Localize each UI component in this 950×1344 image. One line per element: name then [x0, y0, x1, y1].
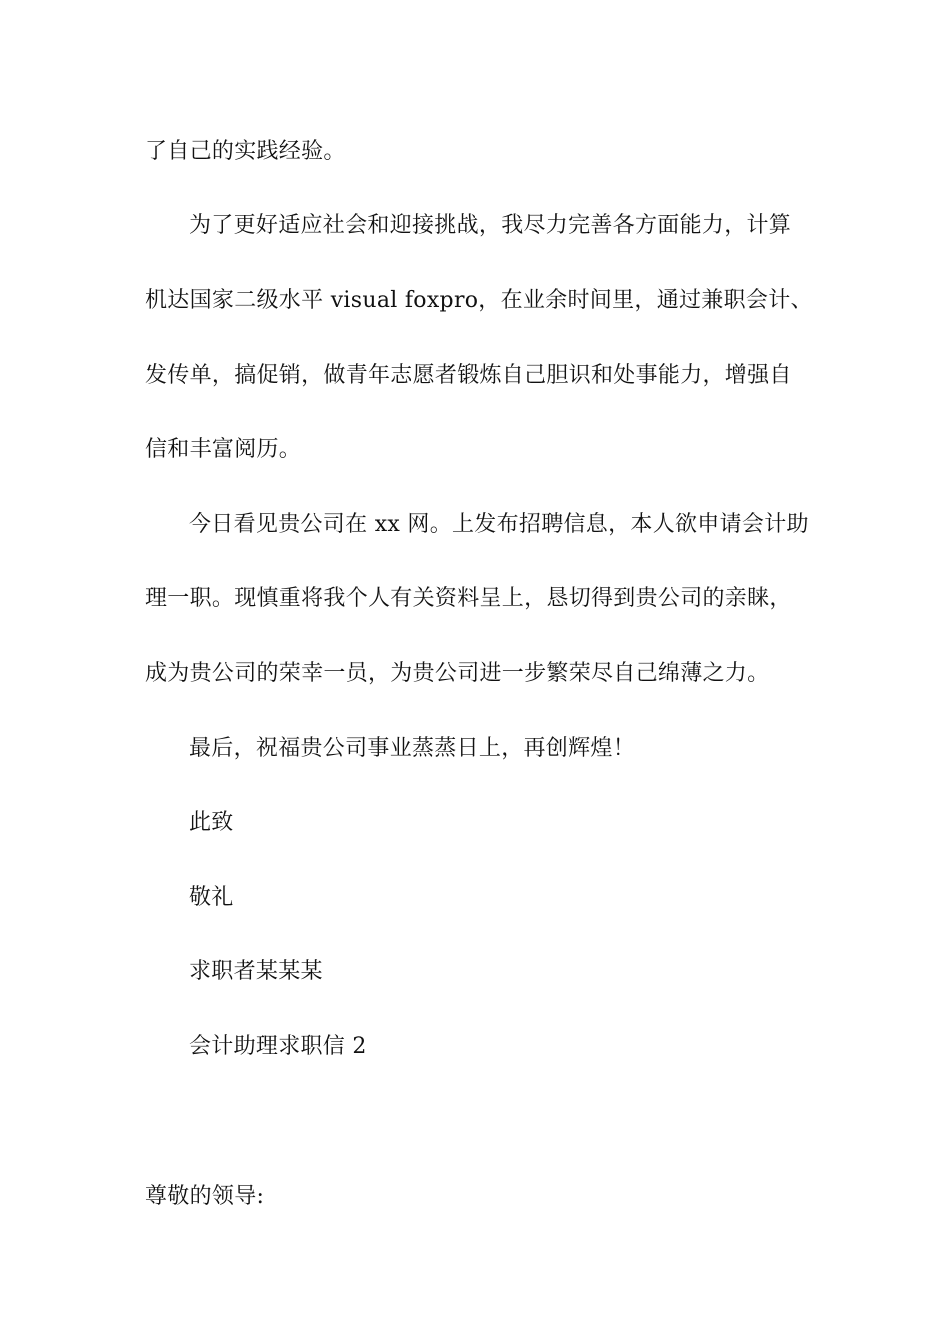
paragraph-line: 机达国家二级水平 visual foxpro，在业余时间里，通过兼职会计、	[145, 288, 813, 313]
salutation-regards: 敬礼	[189, 885, 234, 910]
paragraph-line: 为了更好适应社会和迎接挑战，我尽力完善各方面能力，计算	[189, 213, 792, 238]
paragraph-line: 今日看见贵公司在 xx 网。上发布招聘信息，本人欲申请会计助	[189, 512, 809, 537]
signature-line: 求职者某某某	[189, 959, 323, 984]
paragraph-line: 发传单，搞促销，做青年志愿者锻炼自己胆识和处事能力，增强自	[145, 363, 792, 388]
letter-greeting: 尊敬的领导:	[145, 1184, 265, 1209]
closing-wish: 最后，祝福贵公司事业蒸蒸日上，再创辉煌！	[189, 736, 636, 761]
paragraph-line: 成为贵公司的荣幸一员，为贵公司进一步繁荣尽自己绵薄之力。	[145, 661, 770, 686]
section-title: 会计助理求职信 2	[189, 1034, 367, 1059]
salutation-close: 此致	[189, 810, 234, 835]
paragraph-line: 信和丰富阅历。	[145, 437, 302, 462]
paragraph-line: 了自己的实践经验。	[145, 139, 346, 164]
paragraph-line: 理一职。现慎重将我个人有关资料呈上，恳切得到贵公司的亲睐，	[145, 586, 792, 611]
